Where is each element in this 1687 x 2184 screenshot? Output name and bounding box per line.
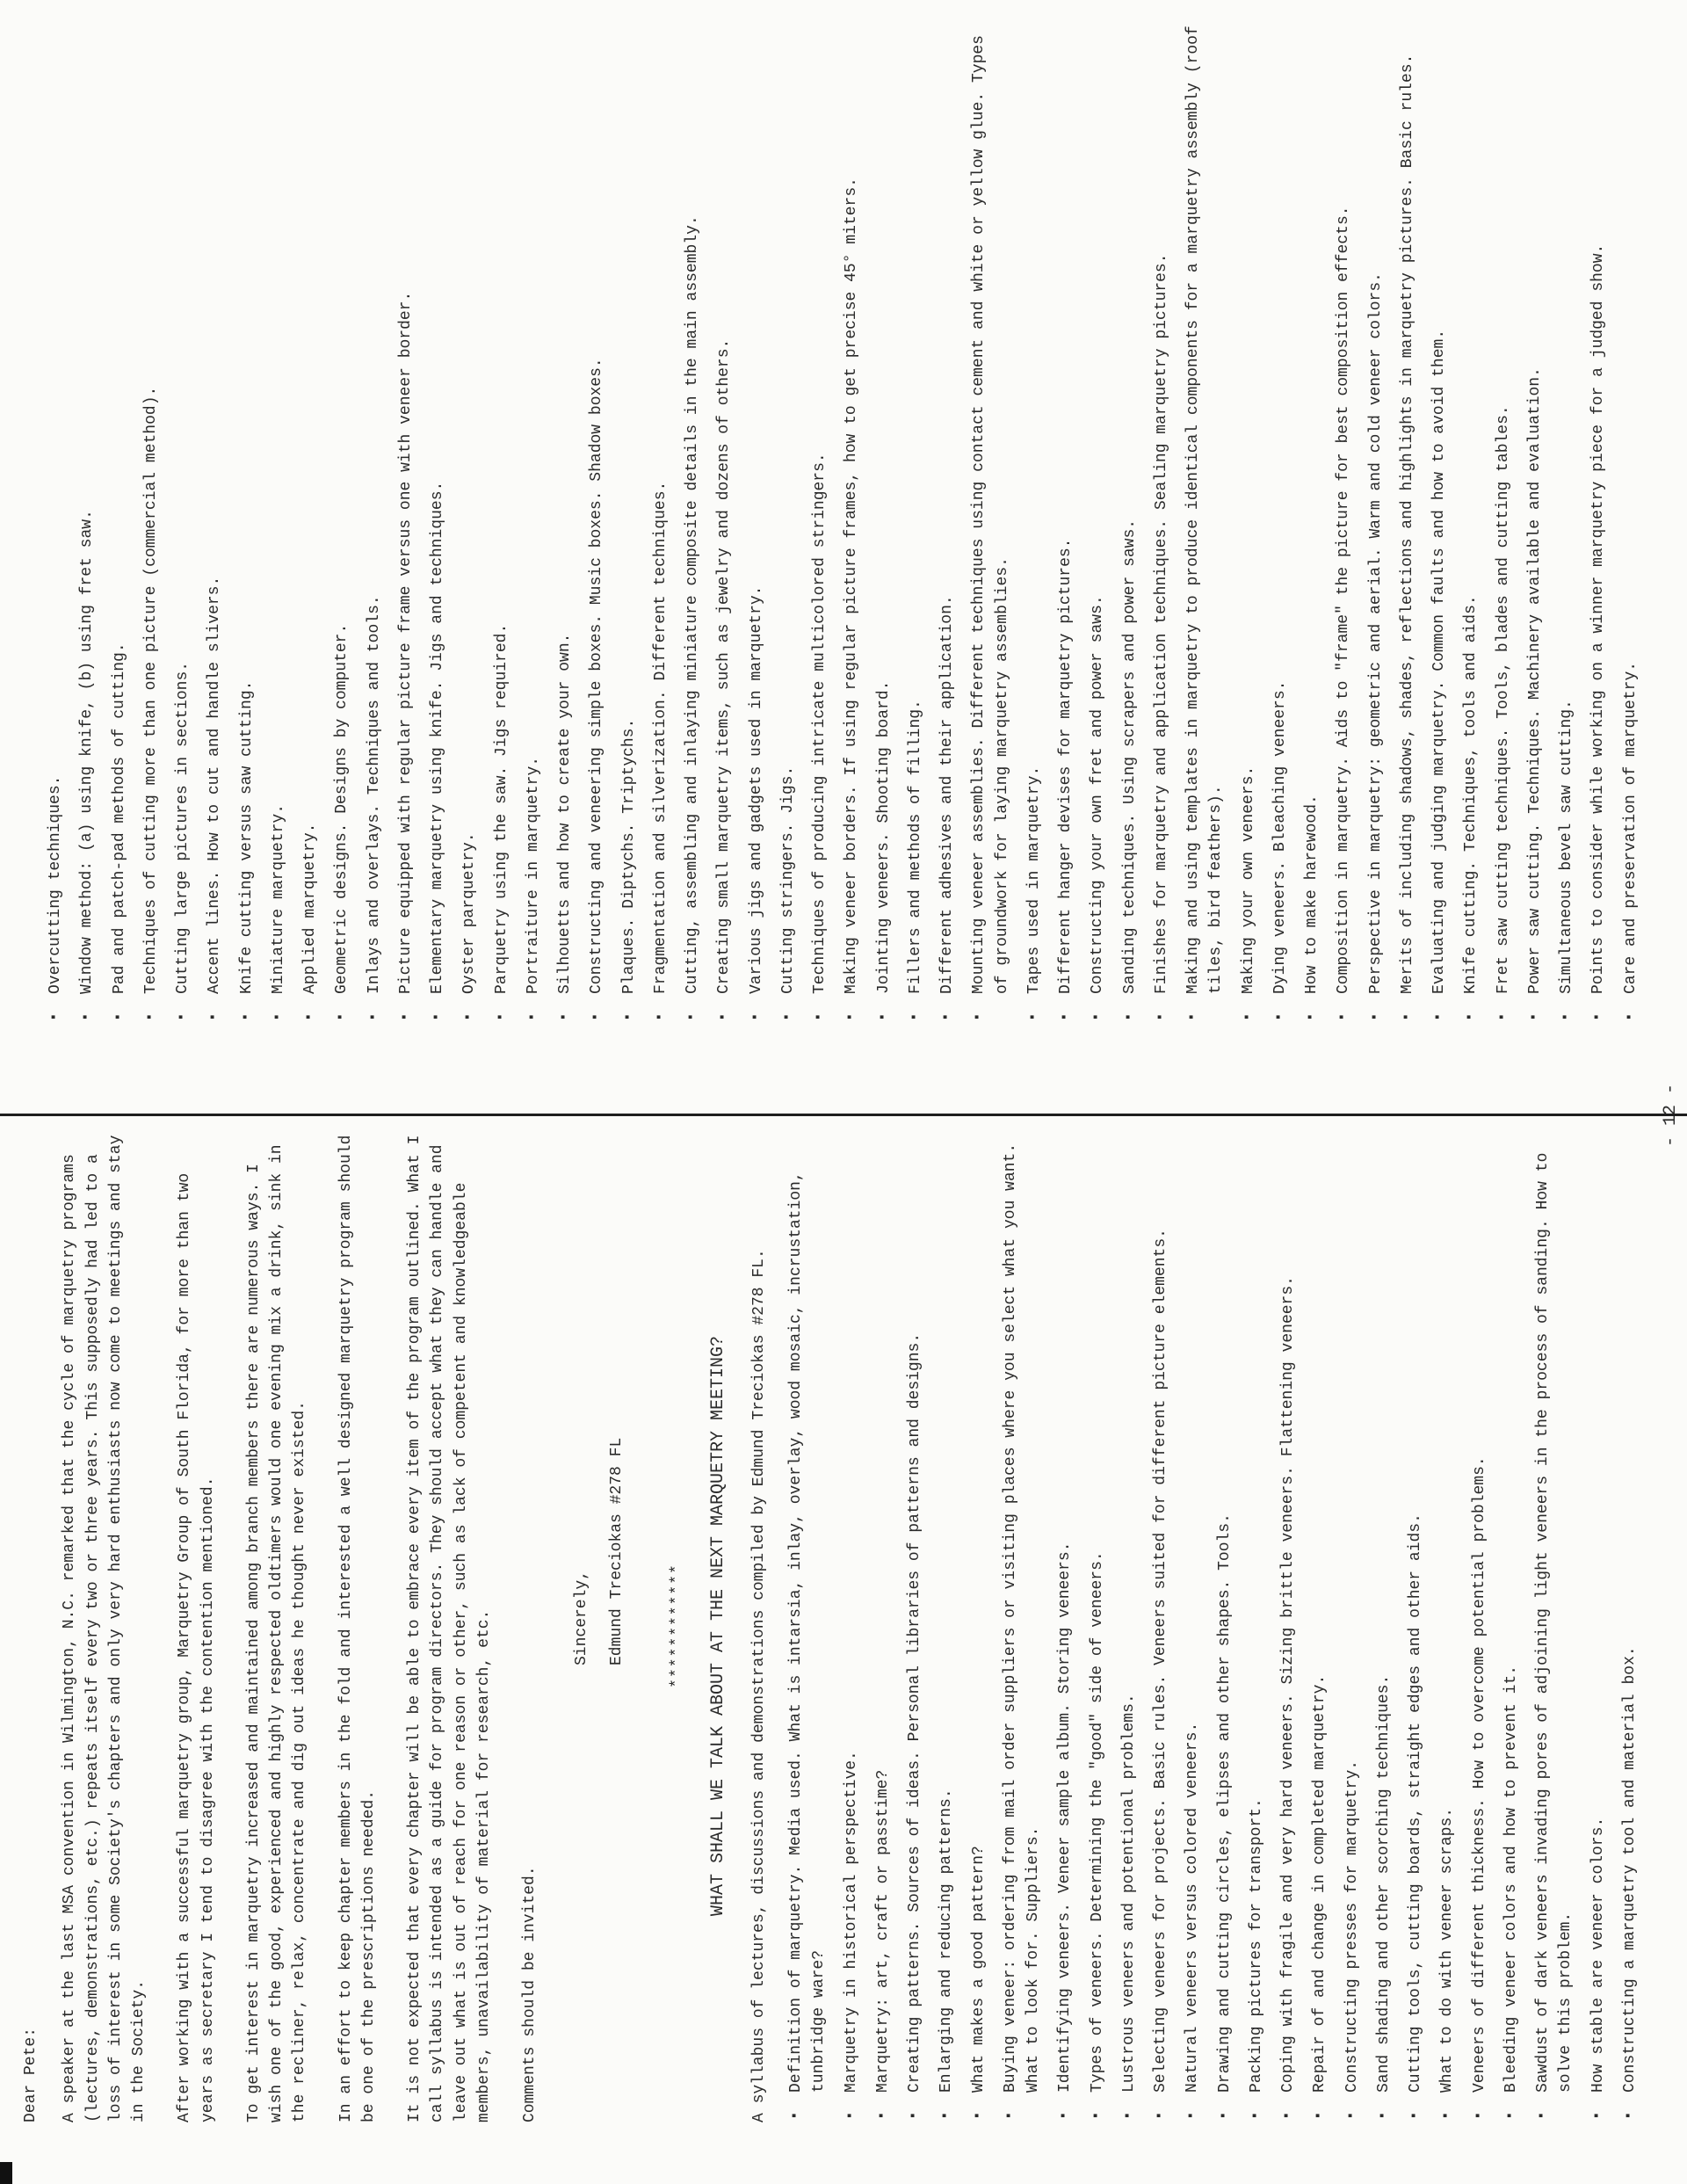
syllabus-item: · Window method: (a) using knife, (b) using fret saw. [76, 22, 98, 1024]
letter-body [58, 1129, 541, 2122]
salutation: Dear Pete: [22, 2027, 40, 2122]
syllabus-item: · Marquetry in historical perspective. [840, 1129, 863, 2122]
syllabus-item: · Plaques. Diptychs. Triptychs. [618, 22, 641, 1024]
syllabus-item: · Mounting veneer assemblies. Different techniques using contact cement and white or yellow glue. Types of groundwork for laying marquetry assemblies. [967, 22, 1014, 1024]
syllabus-intro: A syllabus of lectures, discussions and demonstrations compiled by Edmund Treciokas #278 FL. [749, 1249, 768, 2122]
syllabus-item: · Finishes for marquetry and application techniques. Sealing marquetry pictures. [1150, 22, 1173, 1024]
syllabus-item: · Enlarging and reducing patterns. [935, 1129, 958, 2122]
syllabus-item: · Creating small marquetry items, such as jewelry and dozens of others. [713, 22, 735, 1024]
syllabus-item: · Knife cutting versus saw cutting. [235, 22, 258, 1024]
syllabus-item: · Making your own veneers. [1237, 22, 1260, 1024]
syllabus-item: · Oyster parquetry. [458, 22, 481, 1024]
syllabus-item: · Cutting, assembling and inlaying miniature composite details in the main assembly. [681, 22, 704, 1024]
syllabus-heading: WHAT SHALL WE TALK ABOUT AT THE NEXT MARQUETRY MEETING? [707, 1335, 728, 1917]
syllabus-item: · Different hanger devises for marquetry pictures. [1054, 22, 1077, 1024]
syllabus-item: · Parquetry using the saw. Jigs required. [490, 22, 513, 1024]
syllabus-item: · Various jigs and gadgets used in marquetry. [745, 22, 768, 1024]
separator: ************ [669, 1564, 687, 1688]
syllabus-item: · Cutting stringers. Jigs. [777, 22, 800, 1024]
syllabus-item: · Overcutting techniques. [44, 22, 67, 1024]
syllabus-item: · Constructing and veneering simple boxes. Music boxes. Shadow boxes. [585, 22, 608, 1024]
syllabus-item: · Cutting large pictures in sections. [171, 22, 194, 1024]
syllabus-item: · Geometric designs. Designs by computer. [330, 22, 353, 1024]
letter-paragraph: After working with a successful marquetry group, Marquetry Group of South Florida, for more than two years as secretary I tend to disagree with the contention mentioned. [176, 1172, 217, 2122]
syllabus-item: · Sawdust of dark veneers invading pores of adjoining light veneers in the process of sanding. How to solve this problem. [1531, 1129, 1578, 2122]
letter-paragraph: To get interest in marquetry increased and maintained among branch members there are numerous ways. I wish one of the good, experienced and highly respected oldtimers would one evening mix a drink, sink in the recliner, relax, concentrate and dig out ideas he thought never existed. [244, 1144, 309, 2122]
syllabus-item: · Different adhesives and their application. [936, 22, 959, 1024]
syllabus-column-right [44, 22, 1651, 1024]
syllabus-item: · Jointing veneers. Shooting board. [872, 22, 895, 1024]
syllabus-item: · Veneers of different thickness. How to overcome potential problems. [1468, 1129, 1491, 2122]
syllabus-item: · Selecting veneers for projects. Basic rules. Veneers suited for different picture elements. [1149, 1129, 1172, 2122]
syllabus-item: · Bleeding veneer colors and how to prevent it. [1500, 1129, 1523, 2122]
column-divider [0, 1114, 1687, 1116]
syllabus-item: · How to make harewood. [1300, 22, 1323, 1024]
syllabus-item: · Types of veneers. Determining the "good" side of veneers. [1086, 1129, 1109, 2122]
syllabus-list-left [785, 1129, 1641, 2122]
syllabus-item: · Constructing a marquetry tool and material box. [1618, 1129, 1641, 2122]
syllabus-item: · Power saw cutting. Techniques. Machinery available and evaluation. [1524, 22, 1546, 1024]
closing-text: Sincerely, [573, 1570, 591, 1665]
signature: Edmund Treciokas #278 FL [608, 1437, 626, 1665]
syllabus-item: · Natural veneers versus colored veneers. [1181, 1129, 1204, 2122]
syllabus-item: · Identifying veneers. Veneer sample album. Storing veneers. [1053, 1129, 1076, 2122]
syllabus-item: · Silhouetts and how to create your own. [554, 22, 576, 1024]
syllabus-item: · Applied marquetry. [299, 22, 322, 1024]
syllabus-item: · Care and preservation of marquetry. [1619, 22, 1642, 1024]
syllabus-item: · Creating patterns. Sources of ideas. Personal libraries of patterns and designs. [903, 1129, 926, 2122]
syllabus-item: · Accent lines. How to cut and handle slivers. [203, 22, 226, 1024]
syllabus-item: · Dying veneers. Bleaching veneers. [1269, 22, 1292, 1024]
syllabus-item: · Lustrous veneers and potentional problems. [1118, 1129, 1140, 2122]
syllabus-item: · Evaluating and judging marquetry. Common faults and how to avoid them. [1428, 22, 1451, 1024]
syllabus-item: · Making and using templates in marquetry to produce identical components for a marquetry assembly (roof tiles, bird feathers). [1182, 22, 1228, 1024]
syllabus-item: · Fillers and methods of filling. [904, 22, 927, 1024]
page-number: - 12 - [1661, 1083, 1681, 1147]
letter-paragraph: A speaker at the last MSA convention in Wilmington, N.C. remarked that the cycle of marquetry programs (lectures, demonstrations, etc.) repeats itself every two or three years. This supposedly had led to a loss of interest in some Society's chapters and only very hard enthusiasts now come to meetings and stay in the Society. [61, 1135, 148, 2122]
syllabus-item: · Drawing and cutting circles, elipses and other shapes. Tools. [1213, 1129, 1236, 2122]
syllabus-item: · Techniques of producing intricate multicolored stringers. [808, 22, 831, 1024]
syllabus-item: · Fret saw cutting techniques. Tools, blades and cutting tables. [1492, 22, 1515, 1024]
syllabus-item: · Cutting tools, cutting boards, straight edges and other aids. [1404, 1129, 1427, 2122]
syllabus-item: · Perspective in marquetry: geometric and aerial. Warm and cold veneer colors. [1365, 22, 1387, 1024]
syllabus-item: · Repair of and change in completed marquetry. [1308, 1129, 1331, 2122]
syllabus-item: · Simultaneous bevel saw cutting. [1555, 22, 1578, 1024]
letter-paragraph: Comments should be invited. [521, 1866, 539, 2122]
syllabus-item: · Tapes used in marquetry. [1023, 22, 1046, 1024]
letter-paragraph: In an effort to keep chapter members in the fold and interested a well designed marquetry program should be one of the prescriptions needed. [337, 1135, 378, 2122]
closing [564, 1129, 634, 1665]
syllabus-item: · How stable are veneer colors. [1587, 1129, 1610, 2122]
syllabus-item: · Techniques of cutting more than one picture (commercial method). [140, 22, 163, 1024]
syllabus-item: · Constructing presses for marquetry. [1341, 1129, 1364, 2122]
syllabus-item: · Merits of including shadows, shades, reflections and highlights in marquetry pictures. Basic rules. [1396, 22, 1419, 1024]
syllabus-item: · Inlays and overlays. Techniques and tools. [363, 22, 386, 1024]
syllabus-item: · Coping with fragile and very hard veneers. Sizing brittle veneers. Flattening veneers. [1277, 1129, 1300, 2122]
syllabus-item: · Knife cutting. Techniques, tools and aids. [1459, 22, 1482, 1024]
syllabus-item: · What makes a good pattern? [967, 1129, 990, 2122]
syllabus-item: · Fragmentation and silverization. Different techniques. [649, 22, 672, 1024]
registration-mark [0, 2162, 12, 2184]
syllabus-item: · Making veneer borders. If using regular picture frames, how to get precise 45° miters. [840, 22, 863, 1024]
syllabus-item: · Sanding techniques. Using scrapers and power saws. [1119, 22, 1141, 1024]
syllabus-item: · Definition of marquetry. Media used. What is intarsia, inlay, overlay, wood mosaic, incrustation, tunbridge ware? [785, 1129, 831, 2122]
syllabus-item: · Miniature marquetry. [267, 22, 290, 1024]
syllabus-item: · Picture equipped with regular picture frame versus one with veneer border. [395, 22, 417, 1024]
syllabus-item: · Portraiture in marquetry. [522, 22, 545, 1024]
syllabus-item: · Elementary marquetry using knife. Jigs and techniques. [426, 22, 449, 1024]
letter-column [19, 1129, 1650, 2122]
syllabus-list-right [44, 22, 1642, 1024]
letter-paragraph: It is not expected that every chapter will be able to embrace every item of the program outlined. What I call syllabus is intended as a guide for program directors. They should accept what they can handle and leave out what is out of reach for one reason or other, such as lack of competent and knowledgeable members, unavailability of material for research, etc. [406, 1135, 493, 2122]
syllabus-item: · Points to consider while working on a winner marquetry piece for a judged show. [1587, 22, 1610, 1024]
syllabus-item: · Constructing your own fret and power saws. [1086, 22, 1109, 1024]
syllabus-item: · What to do with veneer scraps. [1436, 1129, 1459, 2122]
syllabus-item: · Buying veneer: ordering from mail order suppliers or visiting places where you select what you want. What to look for. Suppliers. [999, 1129, 1046, 2122]
syllabus-item: · Pad and patch-pad methods of cutting. [108, 22, 131, 1024]
syllabus-item: · Packing pictures for transport. [1245, 1129, 1268, 2122]
syllabus-item: · Composition in marquetry. Aids to "frame" the picture for best composition effects. [1332, 22, 1355, 1024]
syllabus-item: · Sand shading and other scorching techniques. [1372, 1129, 1395, 2122]
syllabus-item: · Marquetry: art, craft or passtime? [872, 1129, 894, 2122]
